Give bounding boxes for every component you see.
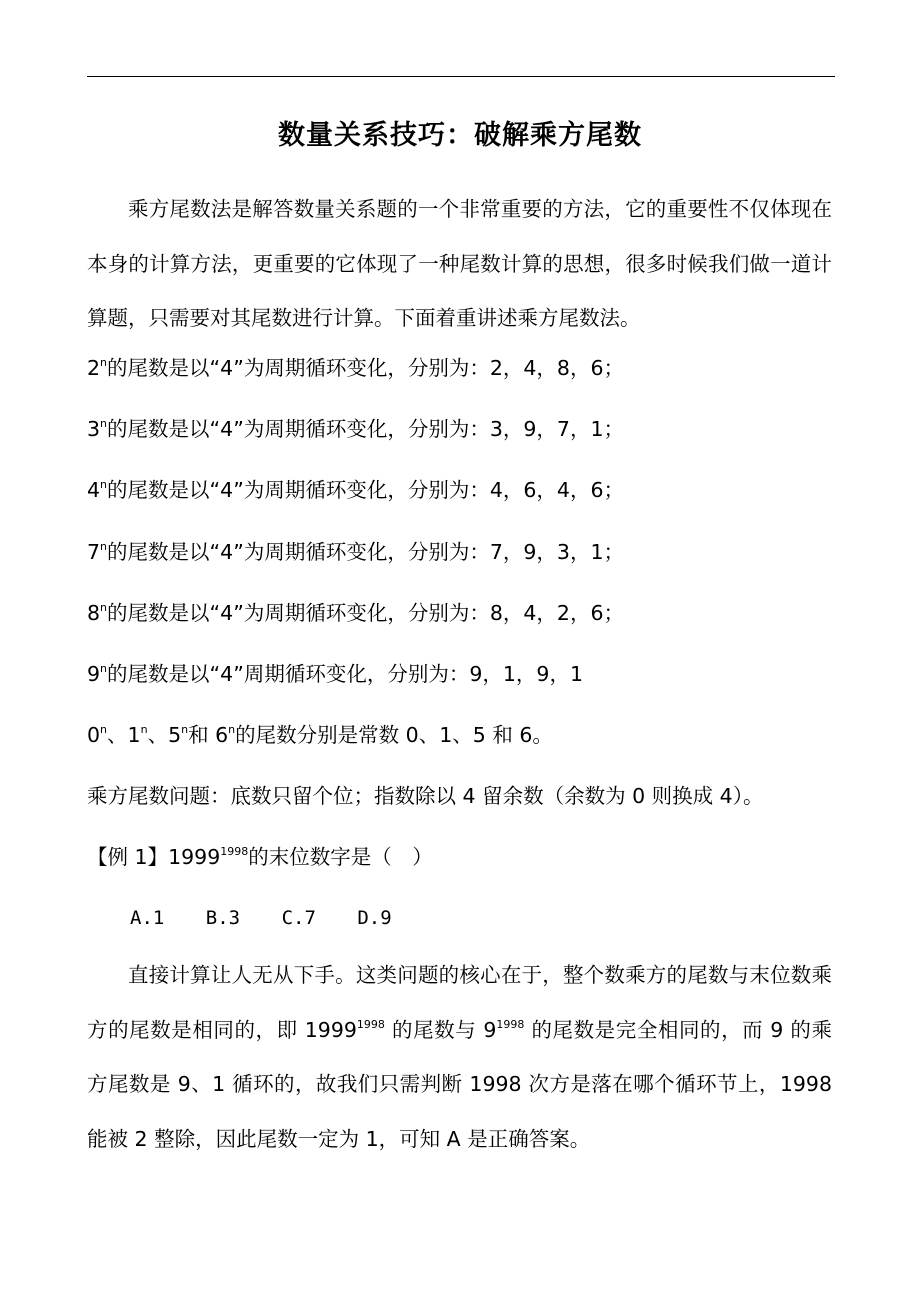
solution-paragraph: 直接计算让人无从下手。这类问题的核心在于，整个数乘方的尾数与末位数乘方的尾数是相同的，即 $1999^{1998}$ 的尾数与 $9^{1998}$ 的尾数是完全相同的，而 9 的乘方尾数是 9、1 循环的，故我们只需判断 1998 次方是落在哪个循环节上，1998 能被 2 整除，因此尾数一定为 1，可知 A 是正确答案。 bbox=[87, 963, 832, 1151]
rule-line-2: 2$^n$的尾数是以“4”为周期循环变化，分别为：2，4，8，6； bbox=[87, 356, 624, 380]
method-line: 乘方尾数问题：底数只留个位；指数除以 4 留余数（余数为 0 则换成 4）。 bbox=[87, 784, 764, 808]
rule-line-8: 8$^n$的尾数是以“4”为周期循环变化，分别为：8，4，2，6； bbox=[87, 601, 624, 625]
rule-line-4: 4$^n$的尾数是以“4”为周期循环变化，分别为：4，6，4，6； bbox=[87, 478, 624, 502]
option-d: D.9 bbox=[357, 907, 392, 929]
option-a: A.1 bbox=[130, 907, 165, 929]
header-rule bbox=[87, 76, 835, 77]
example-options bbox=[130, 903, 422, 933]
constants-line: 0$^n$、1$^n$、5$^n$和 6$^n$的尾数分别是常数 0、1、5 和 6。 bbox=[87, 723, 553, 747]
page-title: 数量关系技巧：破解乘方尾数 bbox=[278, 120, 642, 151]
rule-line-3: 3$^n$的尾数是以“4”为周期循环变化，分别为：3，9，7，1； bbox=[87, 417, 624, 441]
intro-paragraph: 乘方尾数法是解答数量关系题的一个非常重要的方法，它的重要性不仅体现在本身的计算方法，更重要的它体现了一种尾数计算的思想，很多时候我们做一道计算题，只需要对其尾数进行计算。下面着重讲述乘方尾数法。 bbox=[87, 197, 832, 330]
option-b: B.3 bbox=[205, 907, 241, 929]
example-question: 【例 1】$1999^{1998}$的末位数字是（ ） bbox=[87, 845, 433, 869]
example-label: 【例 1】 bbox=[87, 845, 169, 869]
rule-line-9: 9$^n$的尾数是以“4”周期循环变化，分别为：9，1，9，1 bbox=[87, 662, 583, 686]
rule-line-7: 7$^n$的尾数是以“4”为周期循环变化，分别为：7，9，3，1； bbox=[87, 540, 624, 564]
option-c: C.7 bbox=[281, 907, 316, 929]
